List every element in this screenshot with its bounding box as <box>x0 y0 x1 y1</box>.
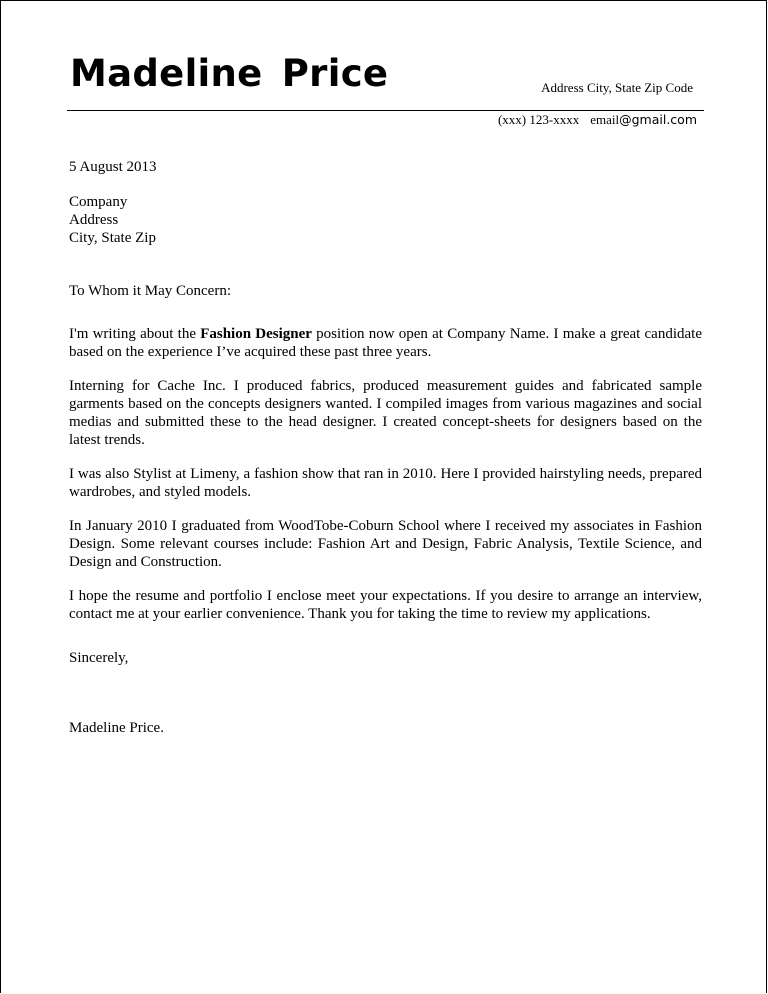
paragraph-closing-remarks: I hope the resume and portfolio I enclose meet your expectations. If you desire to arrange an interview, contact me at your earlier convenience. Thank you for taking the time to review my applications. <box>69 588 702 622</box>
recipient-address: Address <box>69 212 119 228</box>
letter-body <box>69 158 702 737</box>
paragraph-education: In January 2010 I graduated from WoodTobe-Coburn School where I received my associates in Fashion Design. Some relevant courses include: Fashion Art and Design, Fabric Analysis, Textile Science, and Design and Construction. <box>69 518 702 570</box>
recipient-block <box>69 193 702 247</box>
sender-name: Madeline Price <box>70 52 389 95</box>
salutation: To Whom it May Concern: <box>69 283 231 299</box>
paragraph-intro-after: position now open at Company Name. I make a great candidate based on the experience I’ve acquired these past three years. <box>69 326 702 360</box>
letter-date: 5 August 2013 <box>69 159 157 175</box>
position-title: Fashion Designer <box>200 326 312 342</box>
sender-contact <box>498 112 697 128</box>
sender-address: Address City, State Zip Code <box>541 80 693 95</box>
sender-email-user: email <box>590 112 620 127</box>
closing: Sincerely, <box>69 650 129 666</box>
paragraph-intro <box>69 325 702 361</box>
sender-phone: (xxx) 123-xxxx <box>497 112 580 127</box>
paragraph-stylist: I was also Stylist at Limeny, a fashion show that ran in 2010. Here I provided hairstyling needs, prepared wardrobes, and styled models. <box>69 466 702 500</box>
sender-email-domain: @gmail.com <box>619 112 697 127</box>
recipient-city-state-zip: City, State Zip <box>69 230 156 246</box>
signature: Madeline Price. <box>69 720 164 736</box>
recipient-company: Company <box>69 194 128 210</box>
header-divider <box>67 110 704 111</box>
paragraph-intro-before: I'm writing about the <box>69 326 201 342</box>
paragraph-internship: Interning for Cache Inc. I produced fabrics, produced measurement guides and fabricated sample garments based on the concepts designers wanted. I compiled images from various magazines and social medias and submitted these to the head designer. I created concept-sheets for designers based on the latest trends. <box>69 378 702 448</box>
